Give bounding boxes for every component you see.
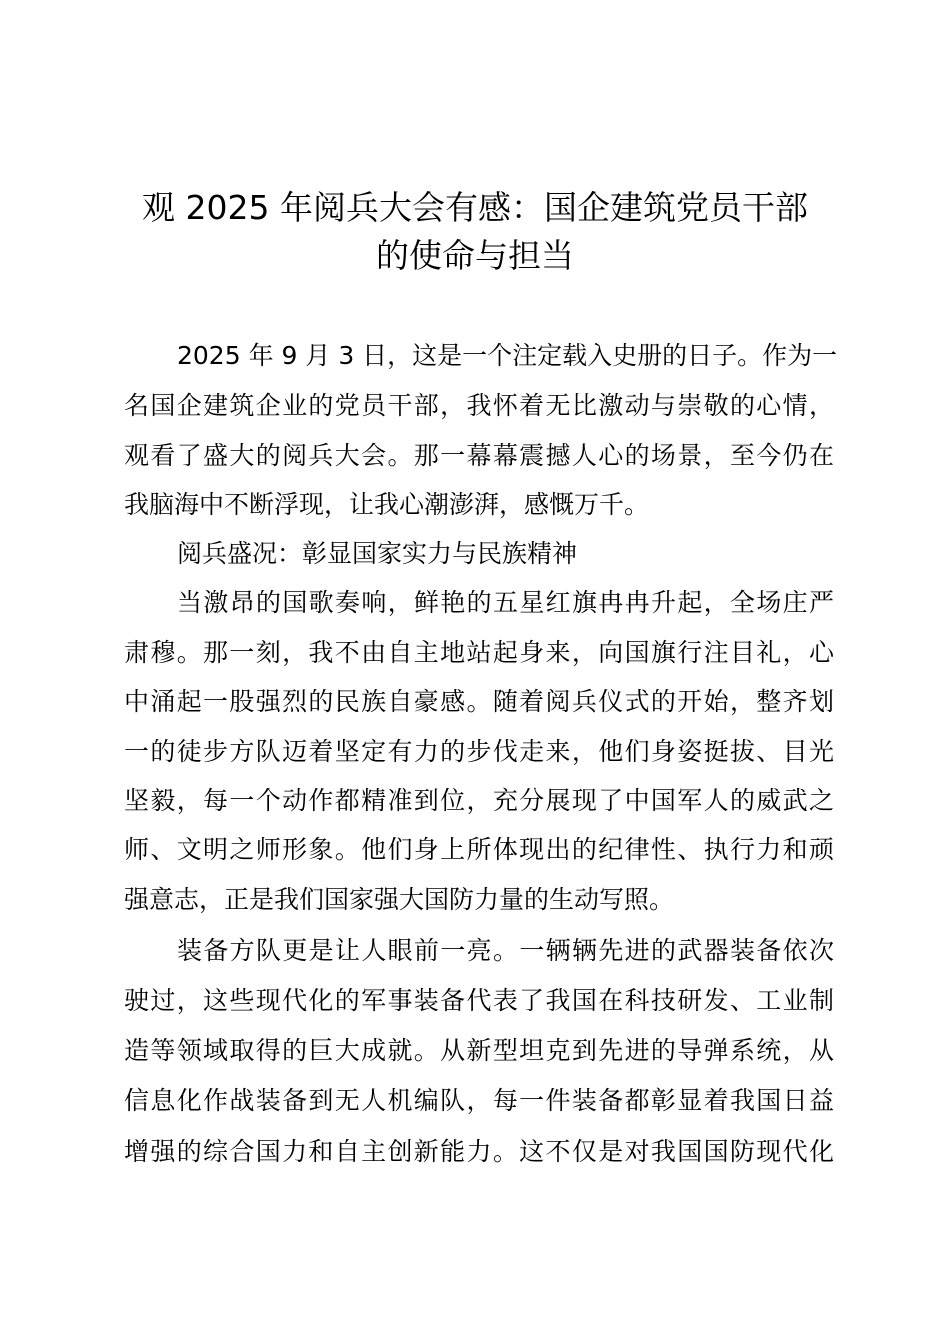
paragraph-2-line-5: 坚毅，每一个动作都精准到位，充分展现了中国军人的威武之: [124, 786, 834, 815]
paragraph-2-line-6: 师、文明之师形象。他们身上所体现出的纪律性、执行力和顽: [124, 835, 834, 864]
paragraph-3-line-5: 增强的综合国力和自主创新能力。这不仅是对我国国防现代化: [124, 1137, 834, 1166]
title-line-2: 的使命与担当: [376, 236, 574, 275]
paragraph-2-line-2: 肃穆。那一刻，我不由自主地站起身来，向国旗行注目礼，心: [124, 638, 834, 667]
paragraph-1-line-4: 我脑海中不断浮现，让我心潮澎湃，感慨万千。: [124, 490, 650, 519]
paragraph-1-line-2: 名国企建筑企业的党员干部，我怀着无比激动与崇敬的心情，: [124, 391, 834, 420]
paragraph-2-line-4: 一的徒步方队迈着坚定有力的步伐走来，他们身姿挺拔、目光: [124, 737, 834, 766]
paragraph-1-line-1: 2025 年 9 月 3 日，这是一个注定载入史册的日子。作为一: [177, 341, 838, 370]
section-heading: 阅兵盛况：彰显国家实力与民族精神: [177, 539, 578, 568]
paragraph-3-line-2: 驶过，这些现代化的军事装备代表了我国在科技研发、工业制: [124, 986, 834, 1015]
title-line-1: 观 2025 年阅兵大会有感：国企建筑党员干部: [142, 188, 808, 227]
paragraph-2-line-1: 当激昂的国歌奏响，鲜艳的五星红旗冉冉升起，全场庄严: [177, 588, 834, 617]
paragraph-1-line-3: 观看了盛大的阅兵大会。那一幕幕震撼人心的场景，至今仍在: [124, 441, 834, 470]
paragraph-3-line-3: 造等领域取得的巨大成就。从新型坦克到先进的导弹系统，从: [124, 1036, 834, 1065]
paragraph-3-line-1: 装备方队更是让人眼前一亮。一辆辆先进的武器装备依次: [177, 936, 834, 965]
paragraph-2-line-7: 强意志，正是我们国家强大国防力量的生动写照。: [124, 885, 675, 914]
paragraph-3-line-4: 信息化作战装备到无人机编队，每一件装备都彰显着我国日益: [124, 1086, 834, 1115]
paragraph-2-line-3: 中涌起一股强烈的民族自豪感。随着阅兵仪式的开始，整齐划: [124, 687, 834, 716]
